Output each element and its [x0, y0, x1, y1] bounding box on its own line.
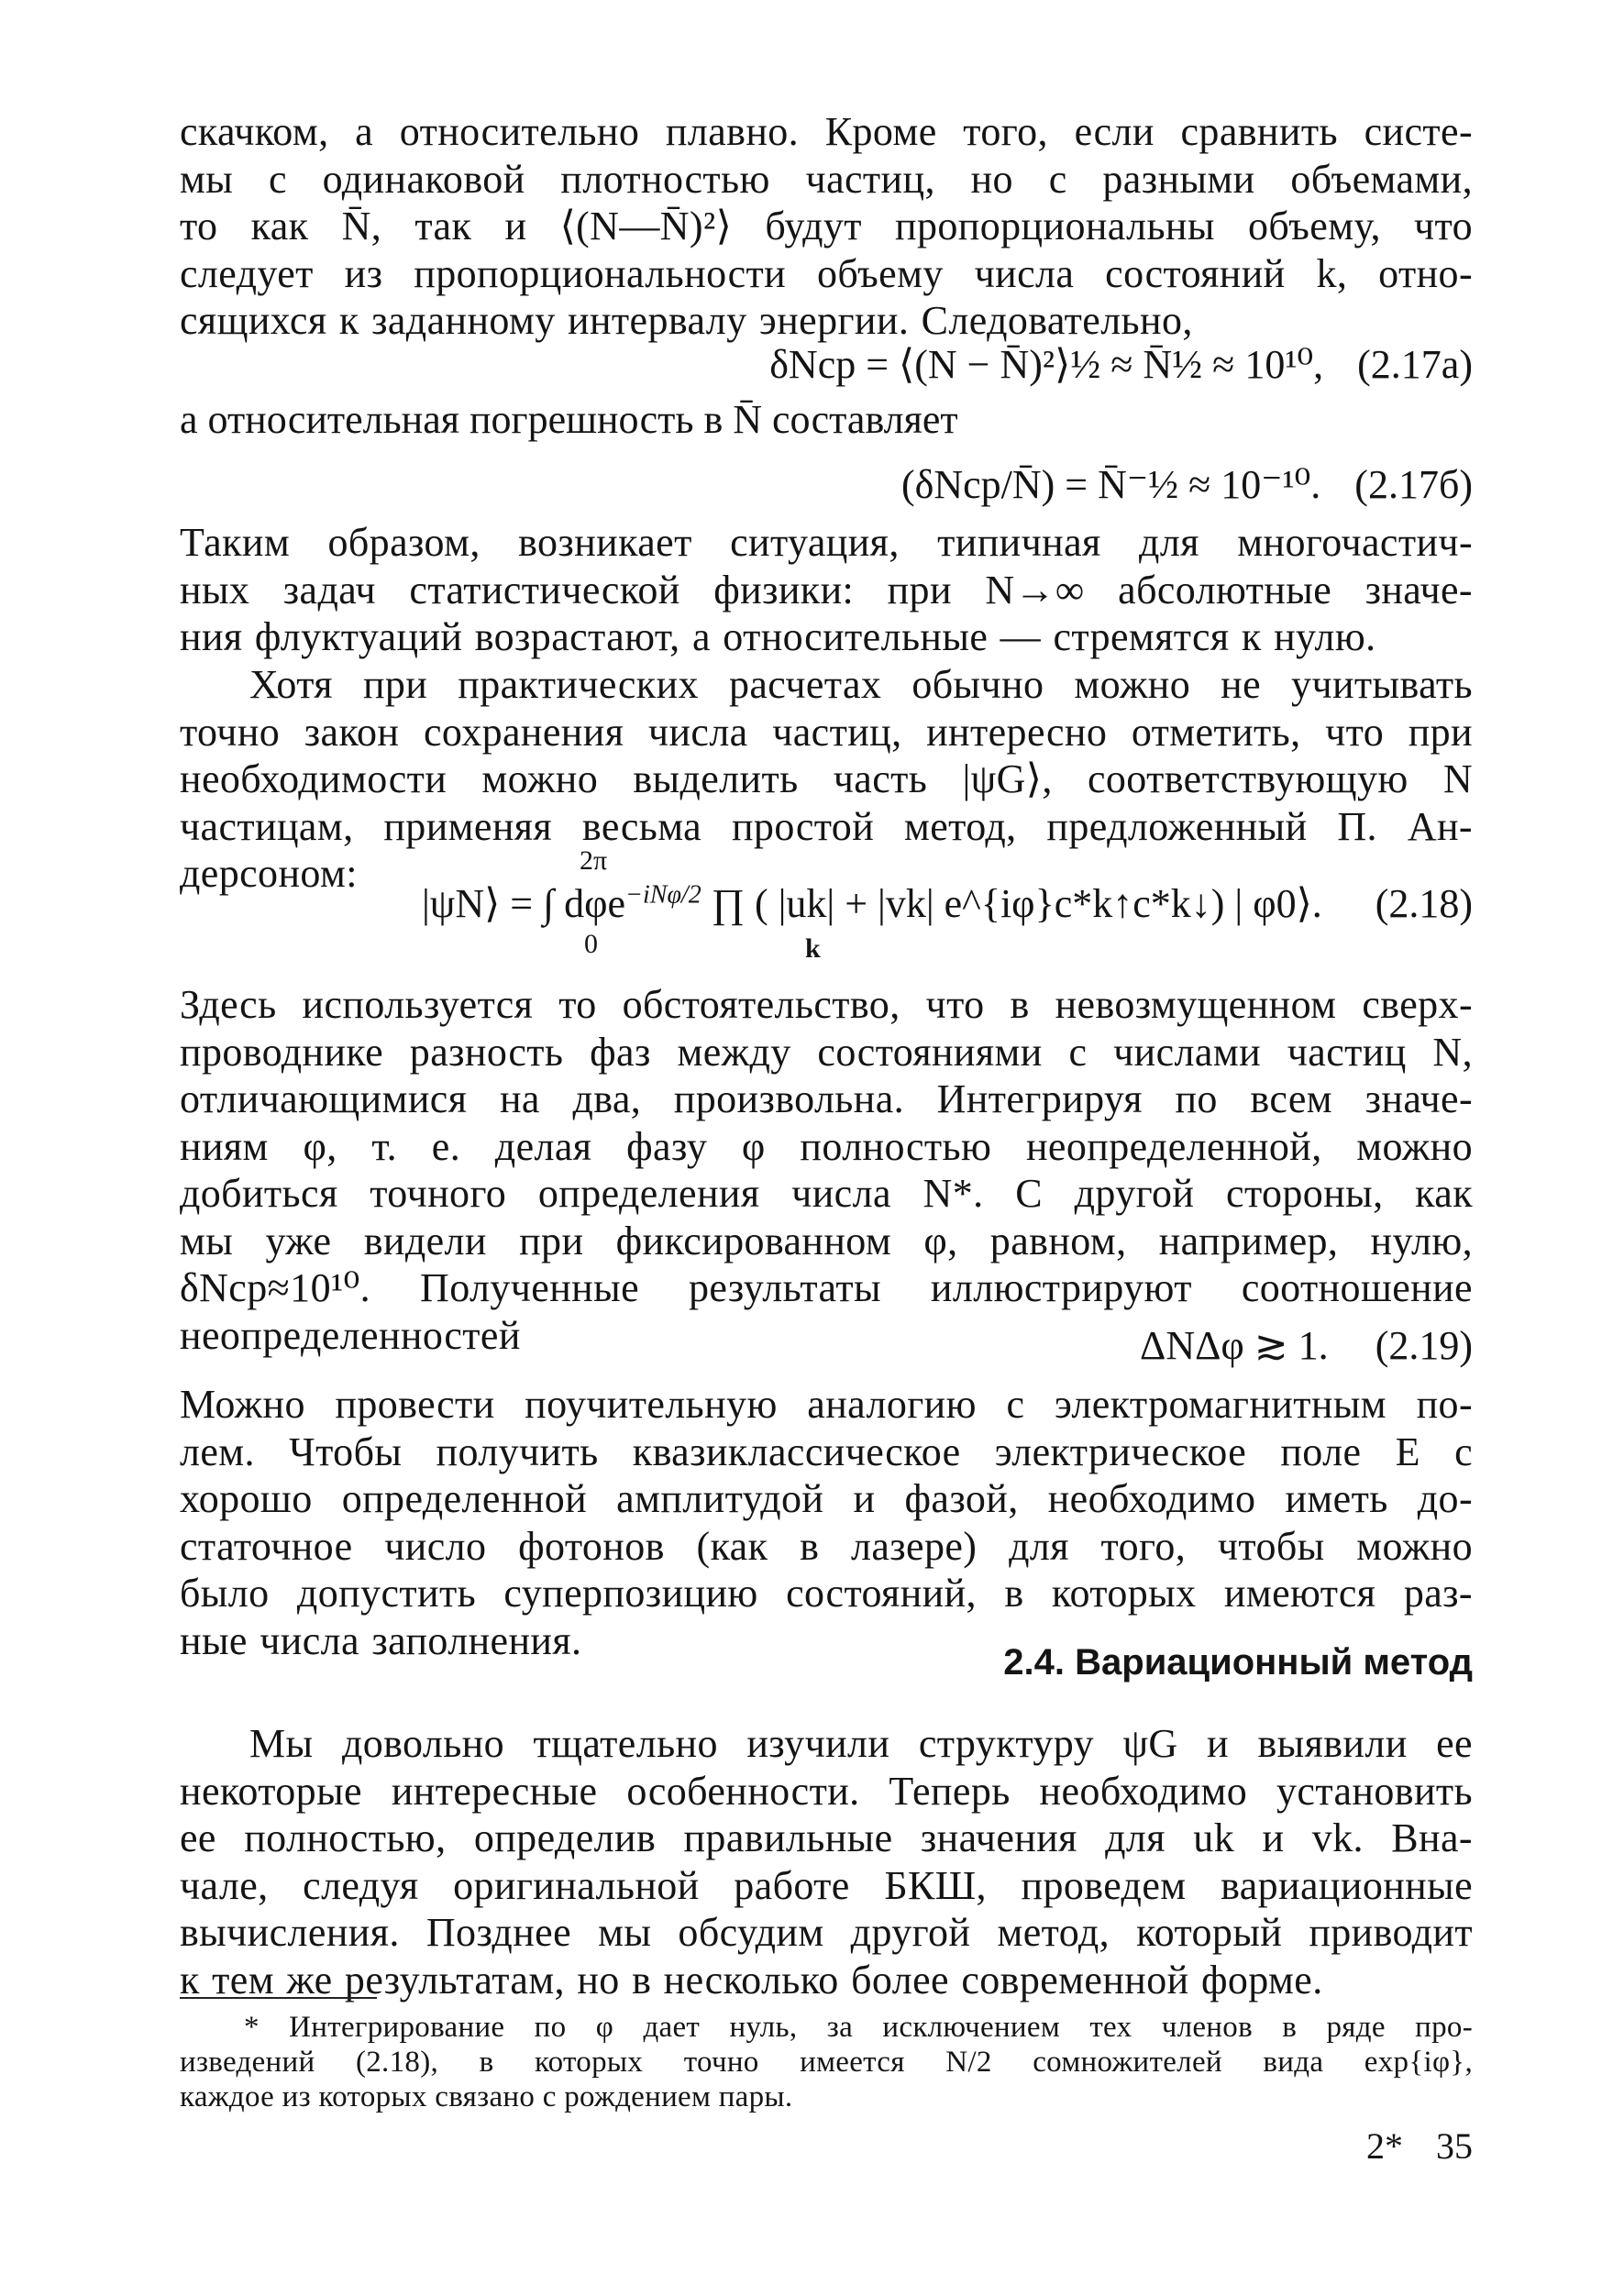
equation-2-17b — [901, 461, 1473, 508]
text-line: отличающимися на два, произвольна. Интегрируя по всем значе- — [180, 1076, 1473, 1121]
text-line: скачком, а относительно плавно. Кроме того, если сравнить систе- — [180, 109, 1473, 154]
equation-right-side: ( |uk| + |vk| e^{iφ}c*k↑c*k↓) | φ0⟩. — [754, 881, 1322, 926]
paragraph-variational — [180, 1720, 1473, 2003]
text-line: сящихся к заданному интервалу энергии. Следовательно, — [180, 298, 1193, 343]
text-line: чале, следуя оригинальной работе БКШ, проведем вариационные — [180, 1862, 1473, 1908]
footnote-line: * Интегрирование по φ дает нуль, за исключением тех членов в ряде про- — [244, 2011, 1473, 2044]
paragraph-phase — [180, 981, 1473, 1359]
text-line: неопределенностей — [180, 1312, 521, 1358]
signature-mark: 2* — [1366, 2125, 1403, 2167]
text-line: к тем же результатам, но в несколько более современной форме. — [180, 1957, 1323, 2003]
equation-exponent: −iNφ/2 — [625, 880, 702, 910]
equation-2-18 — [422, 845, 1473, 964]
equation-label: (2.19) — [1375, 1323, 1473, 1368]
equation-2-19 — [1140, 1322, 1473, 1369]
footnote-line: изведений (2.18), в которых точно имеется N/2 сомножителей вида exp{iφ}, — [180, 2046, 1473, 2079]
equation-body: δNср = ⟨(N − N̄)²⟩½ ≈ N̄½ ≈ 10¹⁰, — [769, 342, 1324, 387]
text-line: частицам, применяя весьма простой метод, предложенный П. Ан- — [180, 803, 1473, 849]
text-line: было допустить суперпозицию состояний, в которых имеются раз- — [180, 1571, 1473, 1616]
text-line: ниям φ, т. е. делая фазу φ полностью неопределенной, можно — [180, 1123, 1473, 1169]
equation-2-17a — [769, 341, 1473, 388]
footnote — [180, 2010, 1473, 2114]
footnote-rule — [180, 1997, 377, 1999]
text-line: Здесь используется то обстоятельство, что в невозмущенном сверх- — [180, 982, 1473, 1027]
text-line: лем. Чтобы получить квазиклассическое электрическое поле E с — [180, 1429, 1473, 1474]
section-heading: 2.4. Вариационный метод — [1003, 1642, 1473, 1683]
integral-upper-limit: 2π — [580, 845, 608, 876]
paragraph-continuation — [180, 108, 1473, 345]
text-line: следует из пропорциональности объему числа состояний k, отно- — [180, 250, 1473, 296]
text-line: мы с одинаковой плотностью частиц, но с разными объемами, — [180, 156, 1473, 202]
text-line: мы уже видели при фиксированном φ, равном, например, нулю, — [180, 1218, 1473, 1263]
text-line: Можно провести поучительную аналогию с электромагнитным по- — [180, 1382, 1473, 1427]
page-footer — [1366, 2125, 1473, 2168]
text-line: Таким образом, возникает ситуация, типичная для многочастич- — [180, 520, 1473, 565]
page-number: 35 — [1436, 2125, 1473, 2167]
text-line: Хотя при практических расчетах обычно можно не учитывать — [249, 662, 1473, 707]
text-line: проводнике разность фаз между состояниями с числами частиц N, — [180, 1029, 1473, 1075]
equation-body: ΔNΔφ ≳ 1. — [1140, 1323, 1329, 1368]
text-line: хорошо определенной амплитудой и фазой, необходимо иметь до- — [180, 1476, 1473, 1521]
equation-label: (2.17а) — [1357, 342, 1473, 387]
text-line: статочное число фотонов (как в лазере) для того, чтобы можно — [180, 1523, 1473, 1569]
text-line: необходимости можно выделить часть |ψG⟩, соответствующую N — [180, 756, 1473, 801]
equation-body: (δNср/N̄) = N̄⁻½ ≈ 10⁻¹⁰. — [900, 462, 1321, 507]
text-line: ные числа заполнения. — [180, 1617, 582, 1663]
text-line: то как N̄, так и ⟨(N—N̄)²⟩ будут пропорциональны объему, что — [180, 204, 1473, 248]
equation-label: (2.17б) — [1354, 462, 1473, 507]
text-line: некоторые интересные особенности. Теперь необходимо установить — [180, 1768, 1473, 1814]
text-line: ее полностью, определив правильные значения для uk и vk. Вна- — [180, 1815, 1473, 1860]
text-line: Мы довольно тщательно изучили структуру ψG и выявили ее — [249, 1721, 1473, 1766]
paragraph-analogy — [180, 1381, 1473, 1664]
text-line: ных задач статистической физики: при N→∞ абсолютные значе- — [180, 567, 1473, 612]
text-line: вычисления. Позднее мы обсудим другой метод, который приводит — [180, 1910, 1473, 1955]
integral-lower-limit: 0 — [584, 929, 598, 959]
product-subscript: k — [805, 933, 821, 964]
text-line: добиться точного определения числа N*. С другой стороны, как — [180, 1171, 1473, 1216]
text-line: дерсоном: — [180, 851, 358, 896]
equation-label: (2.18) — [1375, 881, 1473, 926]
text-line: точно закон сохранения числа частиц, интересно отметить, что при — [180, 709, 1473, 755]
text-line: δNср≈10¹⁰. Полученные результаты иллюстрируют соотношение — [180, 1265, 1473, 1310]
product-symbol: ∏ — [711, 881, 745, 926]
paragraph-fluctuations — [180, 519, 1473, 661]
footnote-line: каждое из которых связано с рождением пары. — [180, 2080, 793, 2113]
text-line: а относительная погрешность в N̄ составляет — [180, 397, 958, 442]
text-line: ния флуктуаций возрастают, а относительные — стремятся к нулю. — [180, 614, 1376, 659]
equation-left-side: |ψN⟩ = ∫ dφe — [422, 881, 626, 926]
